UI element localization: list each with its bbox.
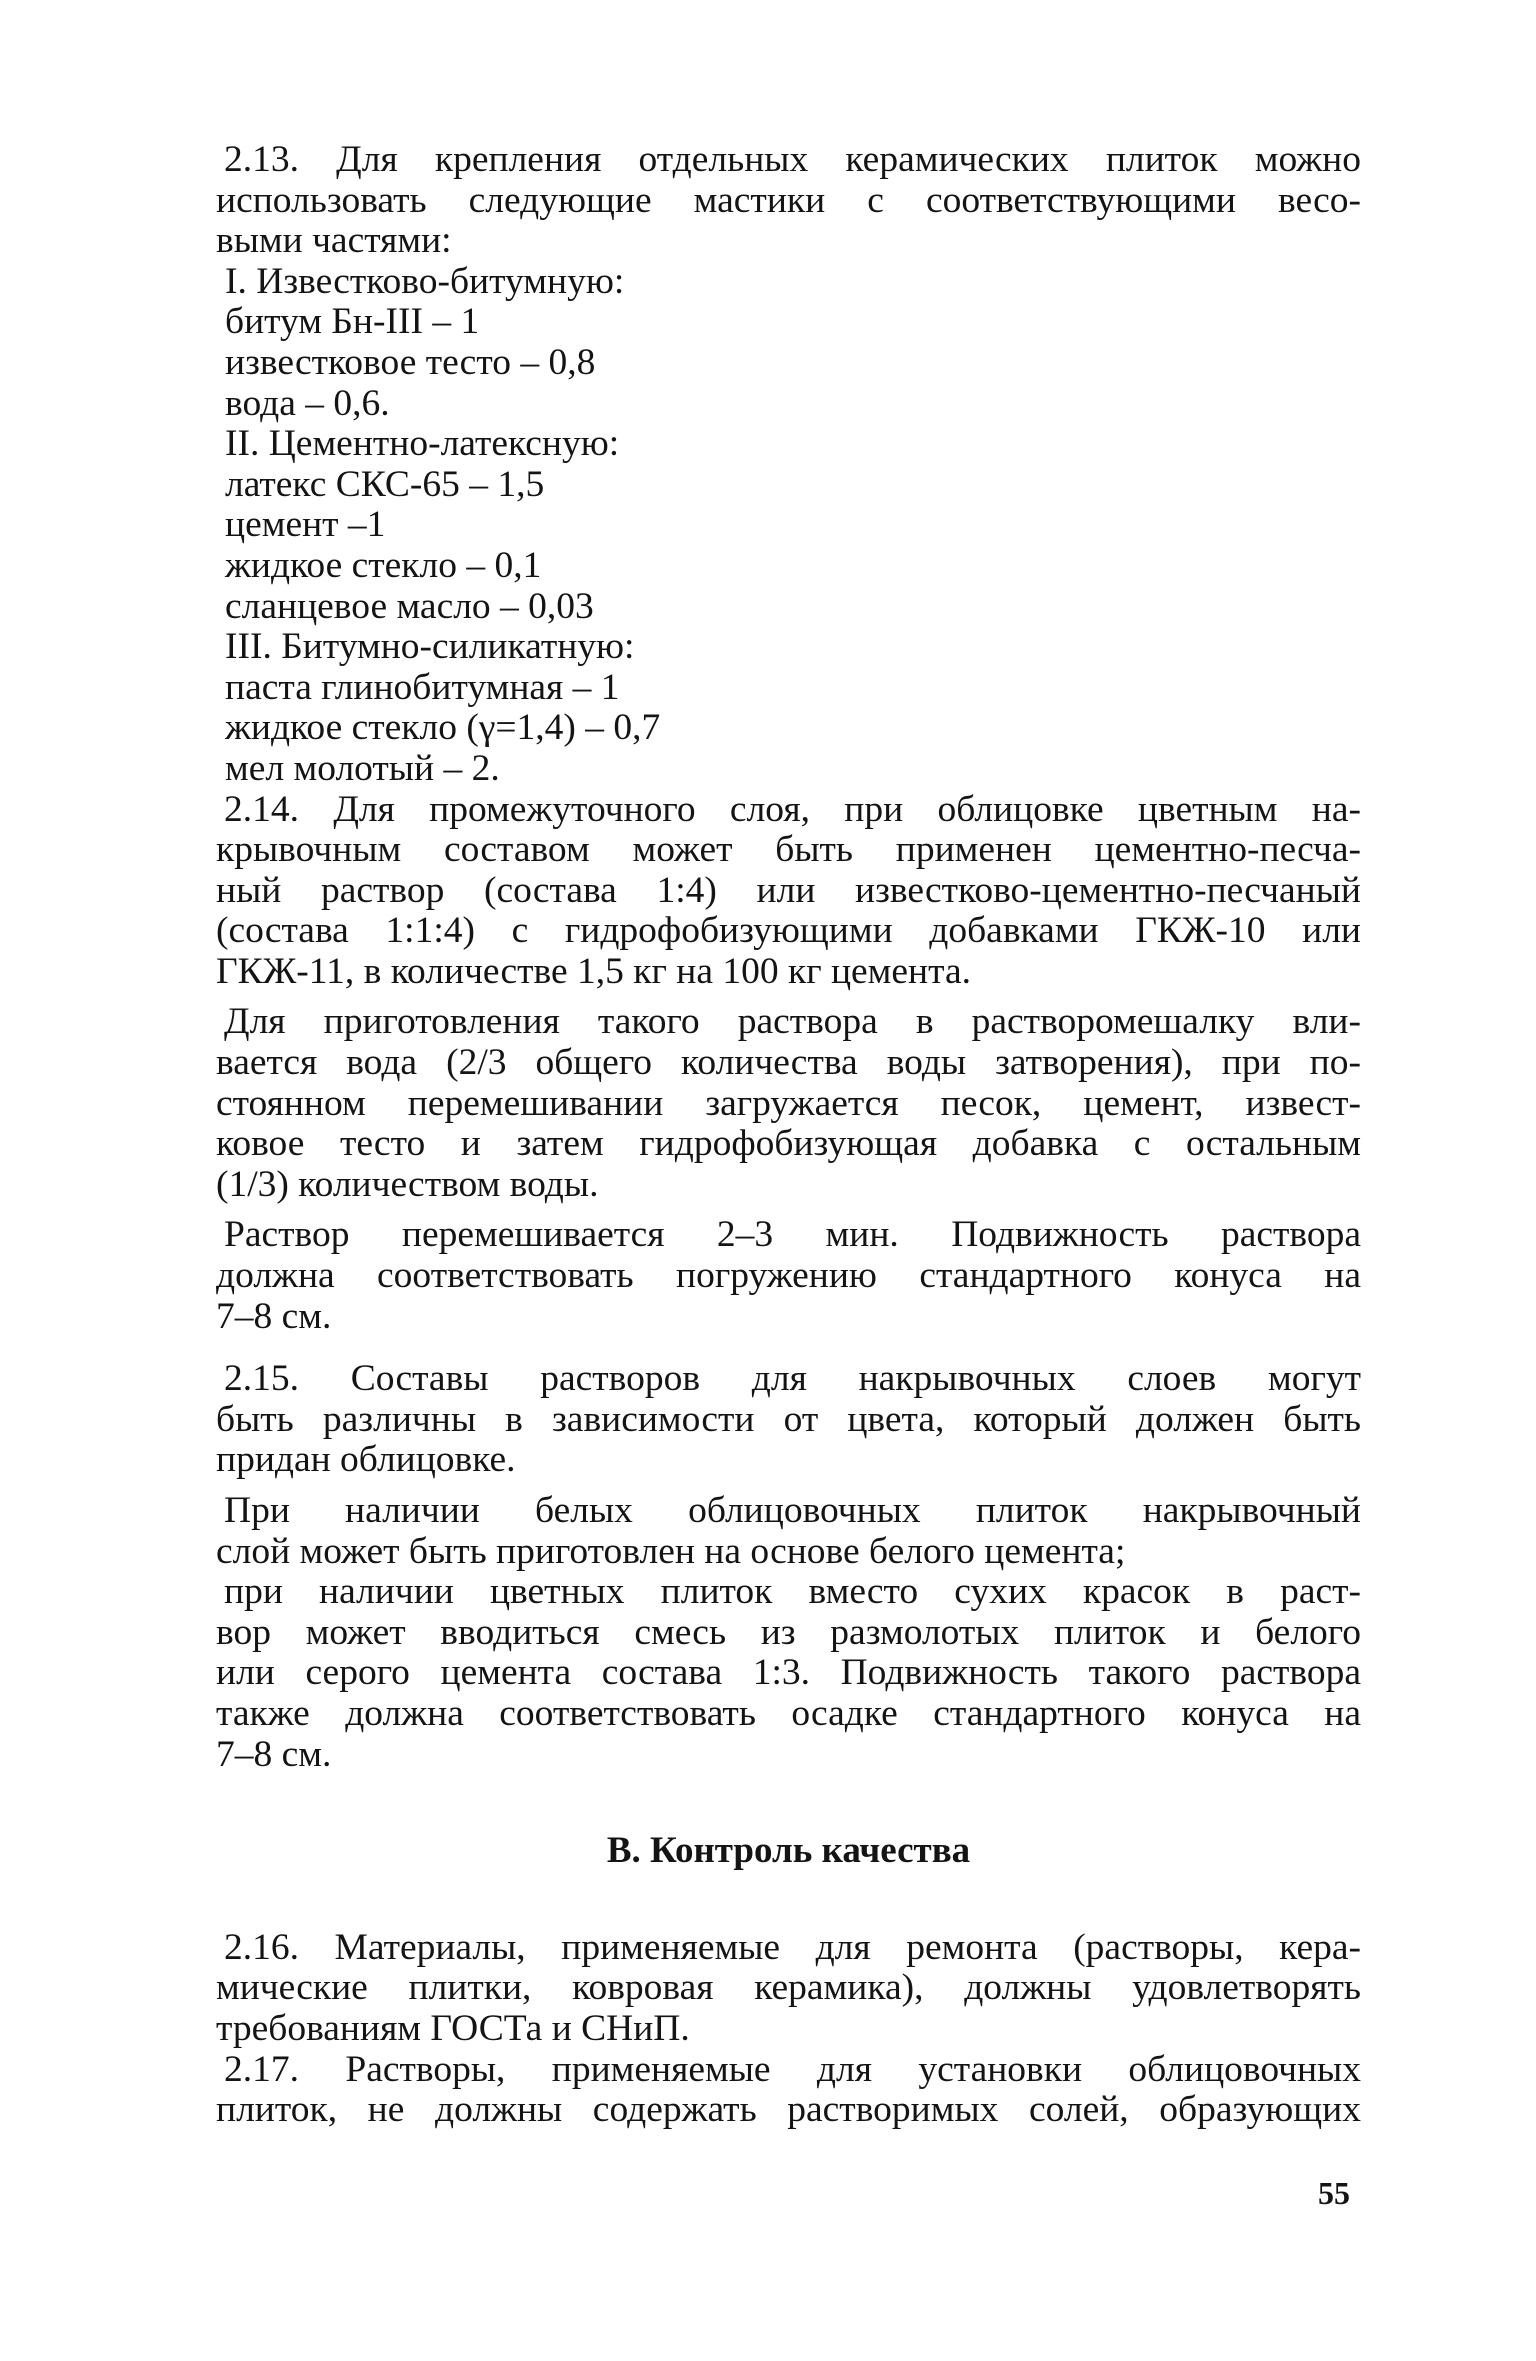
list-item: паста глинобитумная – 1 (225, 666, 620, 708)
paragraph-2-17 (216, 2050, 1361, 2131)
list-item: I. Известково-битумную: (225, 260, 625, 302)
mastic-list (216, 262, 1361, 790)
text-line: вается вода (2/3 общего количества воды затворения), при по- (216, 1042, 1361, 1084)
list-item: латекс СКС-65 – 1,5 (225, 463, 545, 505)
text-line: (состава 1:1:4) с гидрофобизующими добавками ГКЖ-10 или (216, 910, 1361, 952)
text-line: ный раствор (состава 1:4) или известково-цементно-песчаный (216, 869, 1361, 911)
text-line: Раствор перемешивается 2–3 мин. Подвижность раствора (224, 1214, 1361, 1256)
body-text (216, 140, 1361, 2131)
text-line: мические плитки, ковровая керамика), должны удовлетворять (216, 1967, 1361, 2009)
text-line: 2.16. Материалы, применяемые для ремонта (растворы, кера- (224, 1926, 1361, 1968)
text-line: вор может вводиться смесь из размолотых плиток и белого (216, 1611, 1361, 1653)
paragraph-color-tiles (216, 1572, 1361, 1775)
list-item: III. Битумно-силикатную: (225, 626, 635, 668)
text-line: также должна соответствовать осадке стандартного конуса на (216, 1692, 1361, 1734)
list-item: вода – 0,6. (225, 382, 390, 424)
list-item: сланцевое масло – 0,03 (225, 585, 594, 627)
text-line: или серого цемента состава 1:3. Подвижность такого раствора (216, 1652, 1361, 1694)
text-line: при наличии цветных плиток вместо сухих красок в раст- (224, 1571, 1361, 1613)
text-line: придан облицовке. (216, 1439, 516, 1481)
list-item: мел молотый – 2. (225, 747, 500, 789)
paragraph-2-14 (216, 790, 1361, 993)
text-line: использовать следующие мастики с соответствующими весо- (216, 179, 1361, 221)
text-line: ГКЖ-11, в количестве 1,5 кг на 100 кг цемента. (216, 950, 971, 992)
list-item: битум Бн-III – 1 (225, 301, 480, 343)
text-line: стоянном перемешивании загружается песок, цемент, извест- (216, 1082, 1361, 1124)
text-line: должна соответствовать погружению стандартного конуса на (216, 1255, 1361, 1297)
text-line: 7–8 см. (216, 1733, 332, 1775)
paragraph-white-tiles (216, 1491, 1361, 1572)
text-line: плиток, не должны содержать растворимых солей, образующих (216, 2089, 1361, 2131)
paragraph-2-16 (216, 1928, 1361, 2050)
paragraph-mixing (216, 1002, 1361, 1205)
list-item: жидкое стекло (γ=1,4) – 0,7 (225, 707, 661, 749)
paragraph-2-15 (216, 1359, 1361, 1481)
text-line: 2.14. Для промежуточного слоя, при облицовке цветным на- (224, 788, 1361, 830)
text-line: При наличии белых облицовочных плиток накрывочный (224, 1490, 1361, 1531)
text-line: требованиям ГОСТа и СНиП. (216, 2007, 690, 2049)
paragraph-2-13 (216, 140, 1361, 262)
text-line: крывочным составом может быть применен цементно-песча- (216, 829, 1361, 871)
text-line: слой может быть приготовлен на основе белого цемента; (216, 1530, 1126, 1572)
text-line: 7–8 см. (216, 1295, 332, 1337)
text-line: Для приготовления такого раствора в растворомешалку вли- (224, 1001, 1361, 1043)
text-line: выми частями: (216, 220, 452, 262)
list-item: цемент –1 (225, 504, 386, 546)
text-line: 2.13. Для крепления отдельных керамических плиток можно (224, 139, 1361, 180)
list-item: известковое тесто – 0,8 (225, 341, 596, 383)
list-item: II. Цементно-латексную: (225, 423, 620, 465)
text-line: быть различны в зависимости от цвета, который должен быть (216, 1398, 1361, 1440)
text-line: 2.17. Растворы, применяемые для установки облицовочных (224, 2048, 1361, 2090)
page-number: 55 (1318, 2175, 1350, 2211)
list-item: жидкое стекло – 0,1 (225, 544, 542, 586)
text-line: ковое тесто и затем гидрофобизующая добавка с остальным (216, 1123, 1361, 1165)
section-heading: В. Контроль качества (606, 1830, 971, 1872)
paragraph-mobility (216, 1215, 1361, 1337)
text-line: 2.15. Составы растворов для накрывочных слоев могут (224, 1358, 1361, 1400)
text-line: (1/3) количеством воды. (216, 1163, 599, 1205)
